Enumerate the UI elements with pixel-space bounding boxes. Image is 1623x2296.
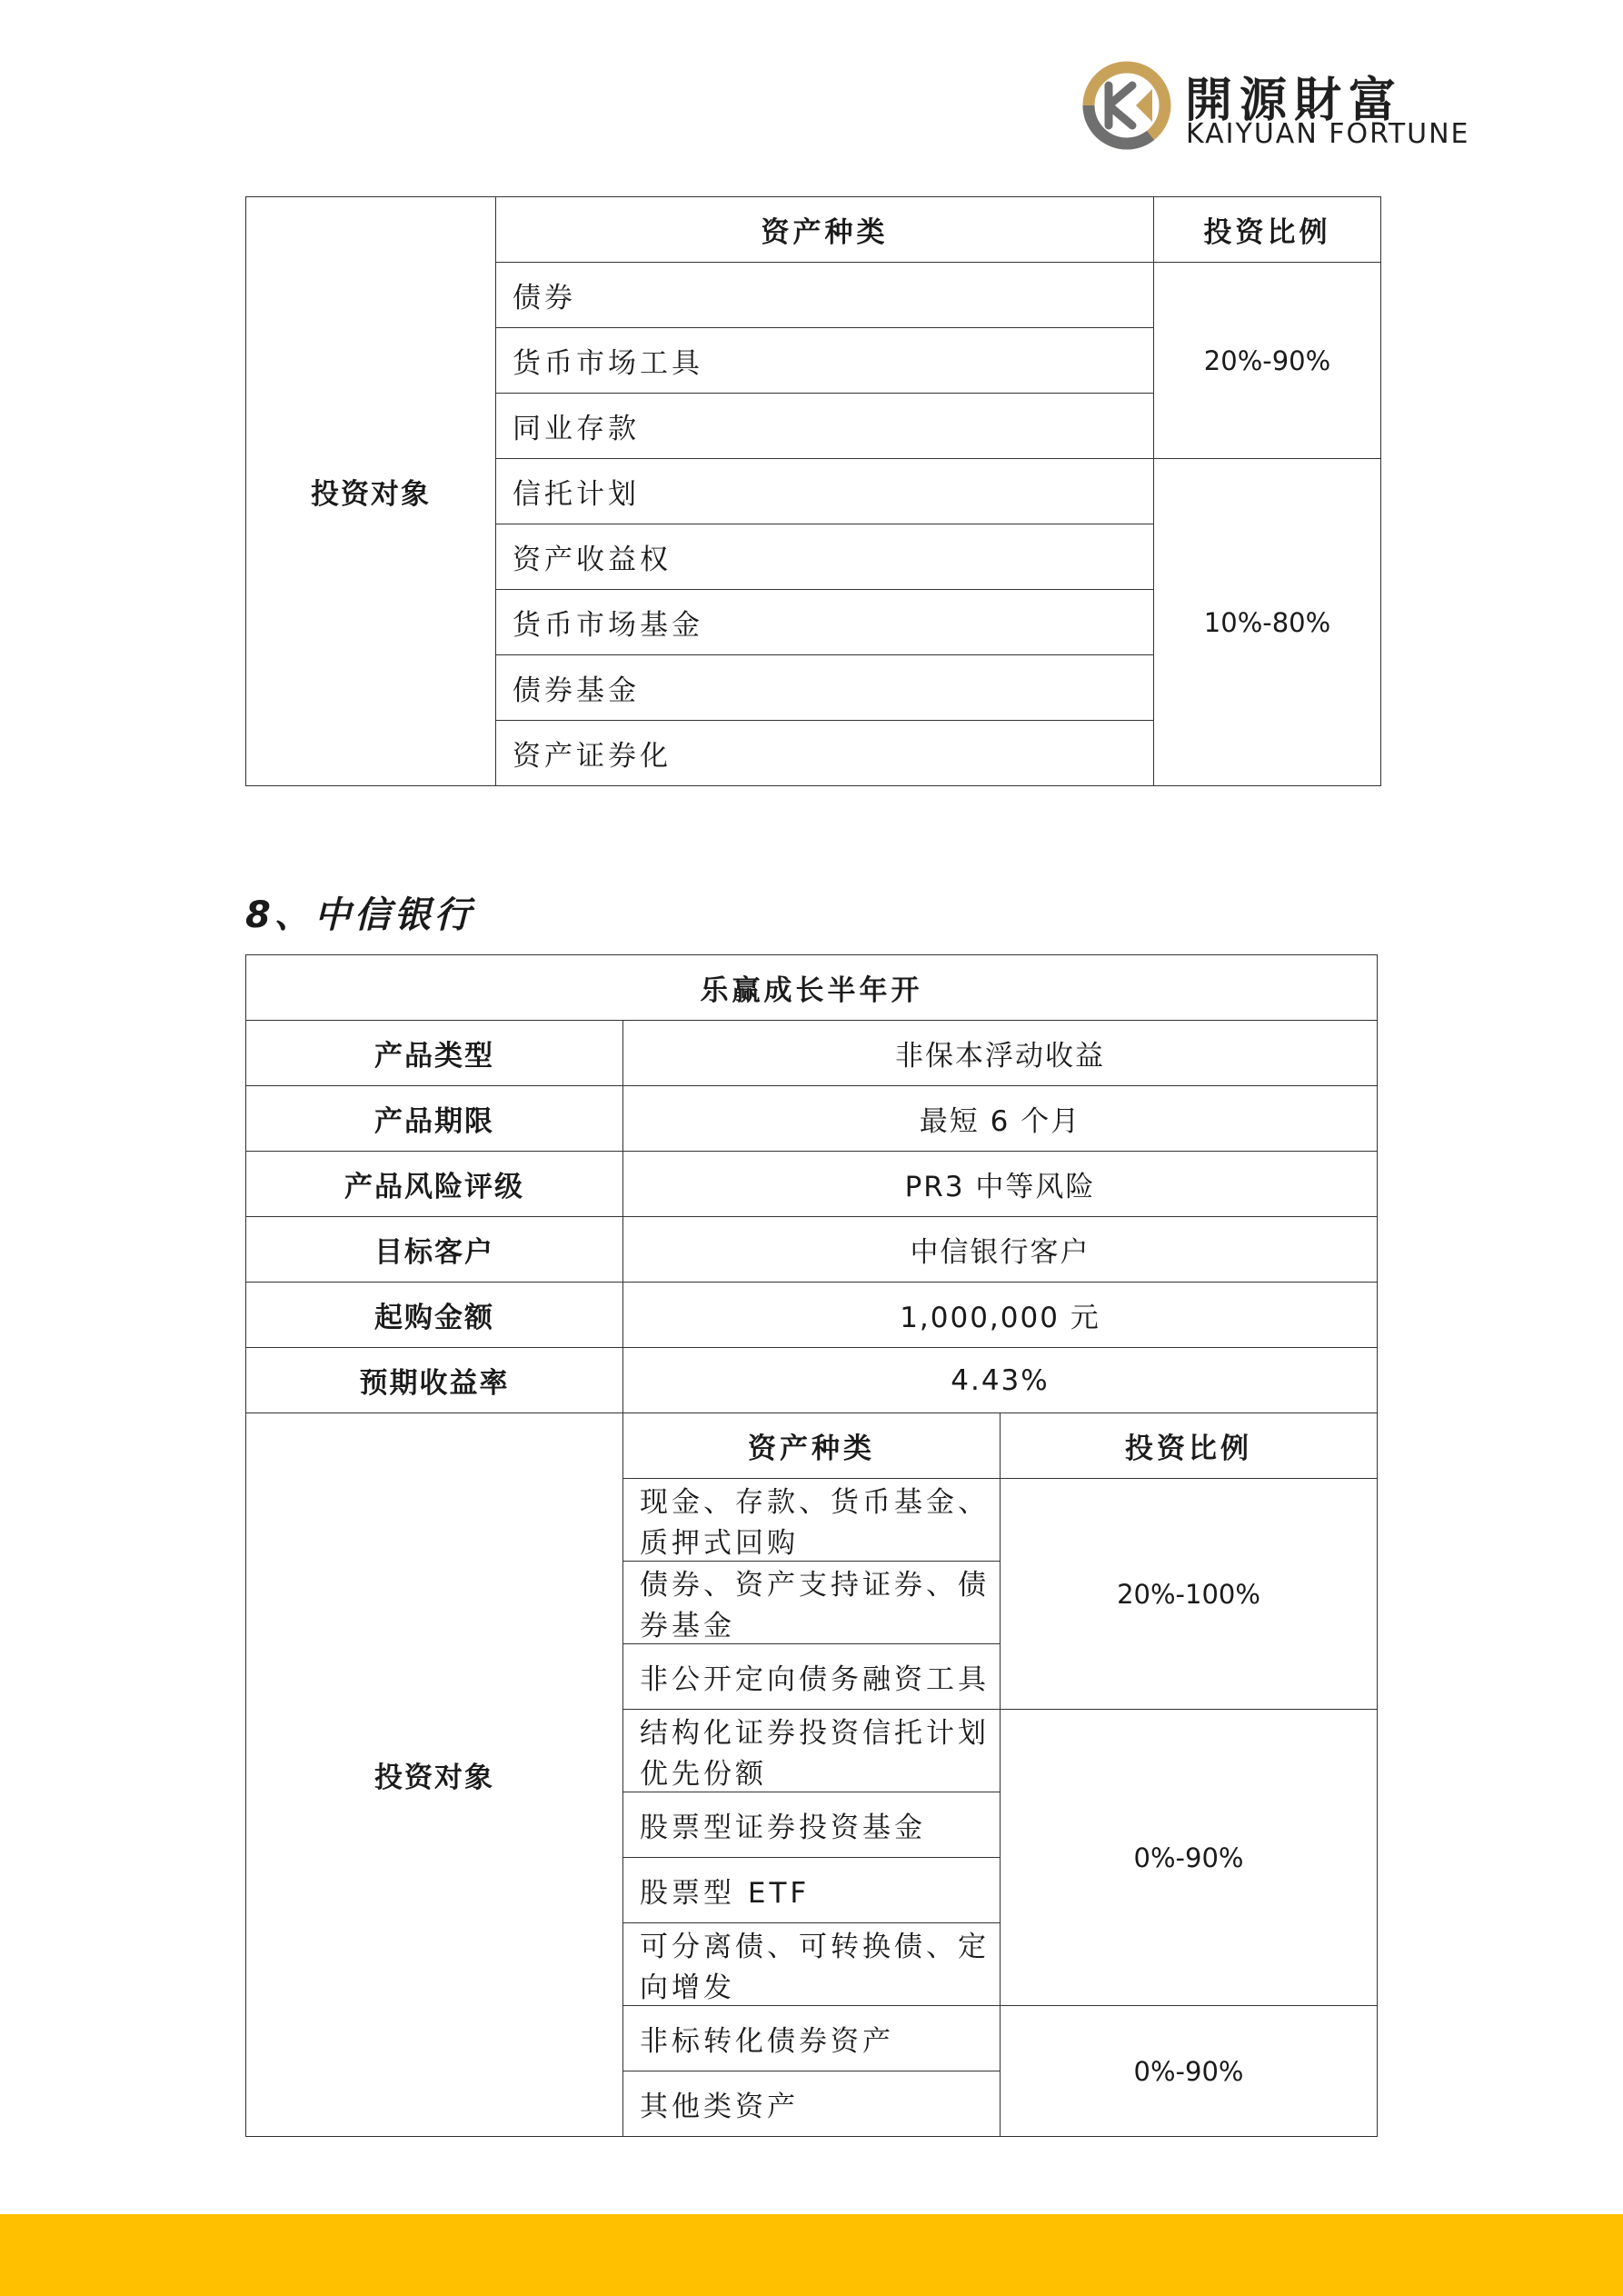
- table-row: [246, 1021, 1378, 1086]
- ratio-cell: 10%-80%: [1154, 459, 1381, 786]
- row-label: 产品风险评级: [246, 1152, 623, 1217]
- column-header-ratio: 投资比例: [1001, 1413, 1378, 1479]
- section-heading: 8、中信银行: [245, 894, 474, 936]
- table-row: [246, 1348, 1378, 1413]
- row-label: 产品类型: [246, 1021, 623, 1086]
- table-row: [246, 955, 1378, 1021]
- asset-item: 其他类资产: [623, 2071, 1001, 2137]
- column-header-asset-type: 资产种类: [496, 197, 1154, 263]
- asset-item: 货币市场工具: [496, 328, 1154, 394]
- asset-item: 非标转化债券资产: [623, 2006, 1001, 2071]
- table-row: [246, 1413, 1378, 1479]
- row-label: 起购金额: [246, 1283, 623, 1348]
- asset-item: 资产证券化: [496, 721, 1154, 786]
- asset-item: 股票型 ETF: [623, 1858, 1001, 1923]
- footer-color-band: [0, 2214, 1623, 2296]
- company-logo: [1081, 60, 1499, 151]
- column-header-asset-type: 资产种类: [623, 1413, 1001, 1479]
- table-row: [246, 1152, 1378, 1217]
- logo-english-name: KAIYUAN FORTUNE: [1186, 118, 1470, 150]
- column-header-ratio: 投资比例: [1154, 197, 1381, 263]
- table-row: [246, 1086, 1378, 1152]
- row-label: 预期收益率: [246, 1348, 623, 1413]
- asset-item: 现金、存款、货币基金、质押式回购: [623, 1479, 1001, 1562]
- row-label: 目标客户: [246, 1217, 623, 1283]
- row-label: 投资对象: [246, 197, 496, 786]
- kaiyuan-logo-icon: [1081, 60, 1172, 151]
- row-value: 1,000,000 元: [623, 1283, 1378, 1348]
- row-label: 产品期限: [246, 1086, 623, 1152]
- investment-targets-table-1: [245, 196, 1381, 786]
- asset-item: 结构化证券投资信托计划优先份额: [623, 1710, 1001, 1792]
- ratio-cell: 20%-100%: [1001, 1479, 1378, 1710]
- table-row: [246, 1217, 1378, 1283]
- product-title: 乐赢成长半年开: [246, 955, 1378, 1021]
- row-label: 投资对象: [246, 1413, 623, 2137]
- table-row: [246, 1283, 1378, 1348]
- row-value: 最短 6 个月: [623, 1086, 1378, 1152]
- asset-item: 信托计划: [496, 459, 1154, 524]
- asset-item: 货币市场基金: [496, 590, 1154, 655]
- row-value: 中信银行客户: [623, 1217, 1378, 1283]
- asset-item: 非公开定向债务融资工具: [623, 1644, 1001, 1710]
- ratio-cell: 0%-90%: [1001, 2006, 1378, 2137]
- asset-item: 债券基金: [496, 655, 1154, 721]
- ratio-cell: 0%-90%: [1001, 1710, 1378, 2006]
- table-row: [246, 197, 1381, 263]
- row-value: 非保本浮动收益: [623, 1021, 1378, 1086]
- asset-item: 可分离债、可转换债、定向增发: [623, 1923, 1001, 2006]
- asset-item: 股票型证券投资基金: [623, 1792, 1001, 1858]
- asset-item: 同业存款: [496, 394, 1154, 459]
- asset-item: 资产收益权: [496, 524, 1154, 590]
- logo-chinese-name: 開源財富: [1185, 74, 1404, 128]
- asset-item: 债券: [496, 263, 1154, 328]
- row-value: 4.43%: [623, 1348, 1378, 1413]
- row-value: PR3 中等风险: [623, 1152, 1378, 1217]
- asset-item: 债券、资产支持证券、债券基金: [623, 1562, 1001, 1644]
- ratio-cell: 20%-90%: [1154, 263, 1381, 459]
- product-table-citic: [245, 954, 1378, 2137]
